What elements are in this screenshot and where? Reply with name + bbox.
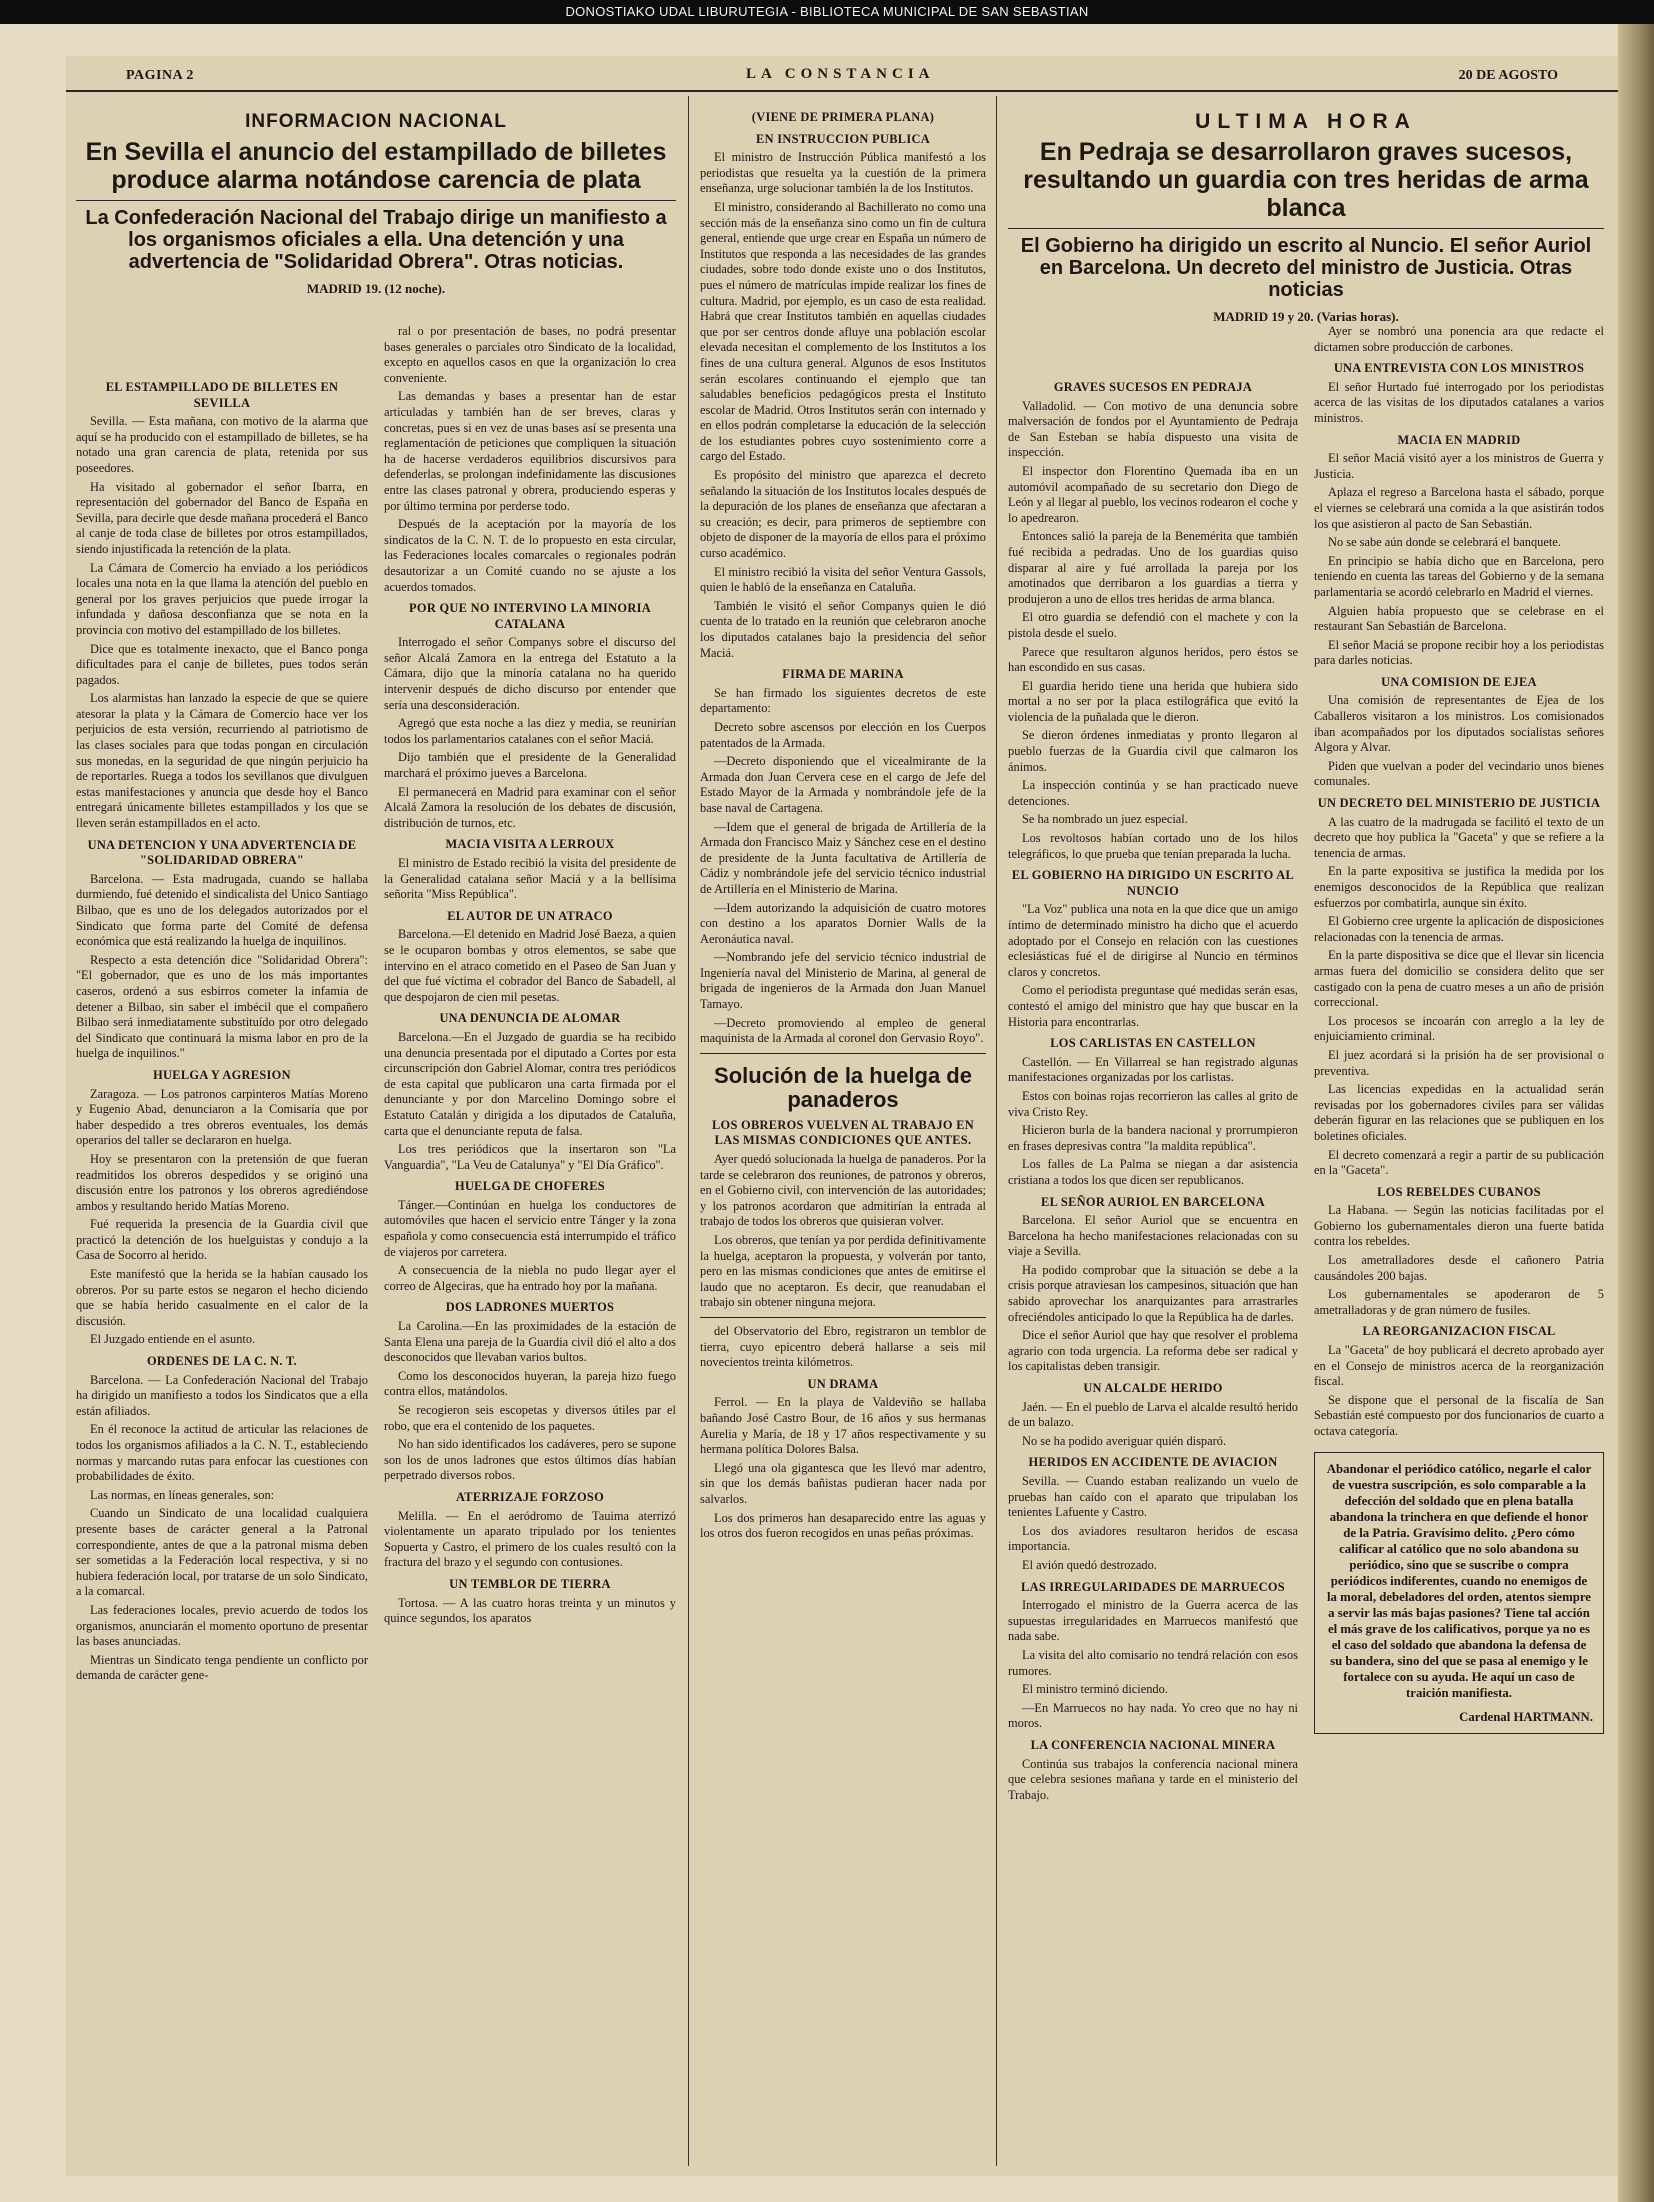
article-heading: LA CONFERENCIA NACIONAL MINERA xyxy=(1030,1737,1276,1752)
article-heading: UNA COMISION DE EJEA xyxy=(1381,674,1537,689)
quote-signature: Cardenal HARTMANN. xyxy=(1459,1709,1593,1724)
article-heading: LOS REBELDES CUBANOS xyxy=(1377,1184,1541,1199)
article-heading: UN DECRETO DEL MINISTERIO DE JUSTICIA xyxy=(1317,796,1601,811)
article-paragraph: Dice el señor Auriol que hay que resolver el problema agrario con toda urgencia. La reforma debe ser radical y los capitalistas deben transigir. xyxy=(1008,1328,1298,1374)
article-paragraph: Los procesos se incoarán con arreglo a la ley de enjuiciamiento criminal. xyxy=(1314,1013,1604,1044)
article-paragraph: La Habana. — Según las noticias facilitadas por el Gobierno los gubernamentales dieron una fuerte batida contra los rebeldes. xyxy=(1314,1203,1604,1249)
article-heading: UN TEMBLOR DE TIERRA xyxy=(449,1576,611,1591)
article-heading: UN DRAMA xyxy=(807,1376,879,1391)
article-paragraph: Melilla. — En el aeródromo de Tauima aterrizó violentamente un aparato tripulado por los tenientes Sopuerta y Castro, el primero de los cuales resultó con la fractura del brazo y el segundo con contusiones. xyxy=(384,1508,676,1570)
article-paragraph: Decreto sobre ascensos por elección en los Cuerpos patentados de la Armada. xyxy=(700,719,986,750)
article-paragraph: Las normas, en líneas generales, son: xyxy=(90,1487,275,1502)
left-column-1 xyxy=(76,374,368,2174)
article-heading: HUELGA Y AGRESION xyxy=(153,1067,291,1082)
article-heading: EN INSTRUCCION PUBLICA xyxy=(756,131,930,146)
article-paragraph: El ministro terminó diciendo. xyxy=(1022,1682,1168,1697)
article-paragraph: El decreto comenzará a regir a partir de su publicación en la "Gaceta". xyxy=(1314,1147,1604,1178)
page-number: PAGINA 2 xyxy=(126,68,194,83)
right-header-block xyxy=(1008,104,1604,330)
divider xyxy=(700,1053,986,1054)
article-paragraph: Llegó una ola gigantesca que les llevó mar adentro, sin que los demás bañistas pudieran hacer nada por salvarlos. xyxy=(700,1460,986,1506)
article-heading: UN ALCALDE HERIDO xyxy=(1083,1381,1223,1396)
page-edge xyxy=(1618,24,1654,2202)
article-paragraph: Como el periodista preguntase qué medidas serán esas, contestó el amigo del ministro que hay que buscar en la Historia para encontrarlas. xyxy=(1008,983,1298,1029)
article-paragraph: La "Gaceta" de hoy publicará el decreto aprobado ayer en el Consejo de ministros acerca de la reorganización fiscal. xyxy=(1314,1343,1604,1389)
article-paragraph: Dijo también que el presidente de la Generalidad marchará el próximo jueves a Barcelona. xyxy=(384,750,676,781)
article-paragraph: Ha visitado al gobernador el señor Ibarra, en representación del gobernador del Banco de España en Sevilla, para decirle que desde mañana procederá el Banco al canje de toda clase de billetes por otros estampillados, siendo injustificada la retención de la plata. xyxy=(76,479,368,556)
article-paragraph: No han sido identificados los cadáveres, pero se supone son los de unos ladrones que estos últimos días habían perpetrado diversos robos. xyxy=(384,1437,676,1483)
strike-subhead: LOS OBREROS VUELVEN AL TRABAJO EN LAS MISMAS CONDICIONES QUE ANTES. xyxy=(711,1117,975,1148)
article-paragraph: —Decreto promoviendo al empleo de general maquinista de la Armada al coronel don Gervasio Royo". xyxy=(700,1015,986,1046)
article-paragraph: No se sabe aún donde se celebrará el banquete. xyxy=(1328,535,1561,550)
article-paragraph: La inspección continúa y se han practicado nueve detenciones. xyxy=(1008,778,1298,808)
article-heading: UNA ENTREVISTA CON LOS MINISTROS xyxy=(1333,361,1585,376)
article-paragraph: Aplaza el regreso a Barcelona hasta el sábado, porque el viernes se celebrará una comida a la que asistirán todos los que asistieron al pacto de San Sebastián. xyxy=(1314,485,1604,531)
article-heading: ORDENES DE LA C. N. T. xyxy=(146,1354,298,1369)
divider xyxy=(1008,228,1604,229)
article-heading: HUELGA DE CHOFERES xyxy=(455,1179,605,1194)
article-paragraph: Mientras un Sindicato tenga pendiente un conflicto por demanda de carácter gene- xyxy=(76,1652,368,1683)
hartmann-quote: Abandonar el periódico católico, negarle el calor de vuestra suscripción, es solo comparable a la defección del soldado que en plena batalla abandona la trinchera en que defiende el honor de la Patria. Gravísimo delito. ¿Pero cómo calificar al católico que no solo abandona su periódico, sino que se suscribe o compra periódicos indiferentes, cuando no enemigos de la moral, debeladores del orden, atentos siempre a servir las más bajas pasiones? Tiene tal acción el más grave de los calificativos, porque ya no es el caso del soldado que abandona la defensa de su bandera, sino del que se pasa al enemigo y le fortalece con su ayuda. He aquí un caso de traición manifiesta. xyxy=(1326,1461,1592,1700)
article-paragraph: Zaragoza. — Los patronos carpinteros Matías Moreno y Eugenio Abad, denunciaron a la Comisaría que por haber despedido a tres obreros eventuales, los demás operarios del taller se declararon en huelga. xyxy=(76,1086,368,1148)
article-paragraph: Tortosa. — A las cuatro horas treinta y un minutos y quince segundos, los aparatos xyxy=(384,1595,676,1626)
article-paragraph: En principio se había dicho que en Barcelona, pero teniendo en cuenta las tareas del Gobierno y de la semana parlamentaria se acordó celebrarlo en Madrid el viernes. xyxy=(1314,553,1604,599)
article-paragraph: —Idem autorizando la adquisición de cuatro motores con destino a los aparatos Dornier Walls de la Aeronáutica naval. xyxy=(700,900,986,946)
article-heading: DOS LADRONES MUERTOS xyxy=(445,1300,615,1315)
article-paragraph: Hicieron burla de la bandera nacional y prorrumpieron en frases depresivas contra "la maldita república". xyxy=(1008,1123,1298,1153)
article-paragraph: Ayer se nombró una ponencia ara que redacte el dictamen sobre producción de carbones. xyxy=(1314,324,1604,354)
article-paragraph: El otro guardia se defendió con el machete y con la pistola desde el suelo. xyxy=(1008,610,1298,640)
article-paragraph: Barcelona. — La Confederación Nacional del Trabajo ha dirigido un manifiesto a todos los Sindicatos que a ella están afiliados. xyxy=(76,1372,368,1418)
article-paragraph: Los dos primeros han desaparecido entre las aguas y los otros dos fueron recogidos en unas peñas próximas. xyxy=(700,1510,986,1541)
middle-column xyxy=(700,104,986,2174)
article-paragraph: Barcelona.—El detenido en Madrid José Baeza, a quien se le ocuparon bombas y otros elementos, se sabe que intervino en el atraco cometido en el Paseo de San Juan y del que fué víctima el cobrador del Banco de Sabadell, al que despojaron de cien mil pesetas. xyxy=(384,927,676,1004)
right-dateline: MADRID 19 y 20. (Varias horas). xyxy=(1213,308,1399,324)
article-paragraph: Tánger.—Continúan en huelga los conductores de automóviles que hacen el servicio entre Tánger y la zona española y como consecuencia está interrumpido el tráfico de viajeros por carretera. xyxy=(384,1197,676,1259)
article-paragraph: En la parte expositiva se justifica la medida por los enemigos desconocidos de la República que realizan esfuerzos por combatirla, aunque sin éxito. xyxy=(1314,864,1604,910)
article-paragraph: "La Voz" publica una nota en la que dice que un amigo íntimo de determinado ministro ha dicho que el acuerdo adoptado por el Consejo en relación con las cuestiones eclesiásticas fué el de dirigirse al Nuncio en términos claros y concretos. xyxy=(1008,902,1298,979)
article-paragraph: Los revoltosos habían cortado uno de los hilos telegráficos, lo que prueba que tenían preparada la lucha. xyxy=(1008,831,1298,861)
right-column-2-wrap xyxy=(1314,324,1604,2174)
article-paragraph: Se recogieron seis escopetas y diversos útiles par el robo, que era el contenido de los paquetes. xyxy=(384,1403,676,1433)
article-paragraph: Los falles de La Palma se niegan a dar asistencia cristiana a todos los que dicen ser republicanos. xyxy=(1008,1157,1298,1187)
article-heading: MACIA VISITA A LERROUX xyxy=(445,837,615,852)
left-deck: La Confederación Nacional del Trabajo dirige un manifiesto a los organismos oficiales a ella. Una detención y una advertencia de "Solidaridad Obrera". Otras noticias. xyxy=(85,206,667,273)
middle-news xyxy=(700,132,986,1047)
article-heading: UNA DENUNCIA DE ALOMAR xyxy=(439,1011,621,1026)
article-paragraph: Barcelona. — Esta madrugada, cuando se hallaba durmiendo, fué detenido el sindicalista del Unico Santiago Bilbao, que es uno de los delegados autorizados por el Sindicato que forma parte del Comité de defensa económica que está realizando la huelga de inquilinos. xyxy=(76,871,368,949)
article-paragraph: Entonces salió la pareja de la Benemérita que también fué recibida a pedradas. Uno de los guardias quiso disparar al aire y fué arrollada la pareja por los amotinados que derribaron a los guardias a tierra y produjeron a uno de ellos tres heridas de arma blanca. xyxy=(1008,529,1298,606)
article-paragraph: El inspector don Florentino Quemada iba en un automóvil acompañado de su secretario don Diego de León y al llegar al pueblo, los vecinos rodearon el coche y lo apedrearon. xyxy=(1008,463,1298,525)
article-heading: UNA DETENCION Y UNA ADVERTENCIA DE "SOLIDARIDAD OBRERA" xyxy=(87,837,357,868)
article-heading: EL AUTOR DE UN ATRACO xyxy=(447,908,613,923)
running-head xyxy=(66,56,1618,92)
article-heading: EL ESTAMPILLADO DE BILLETES EN SEVILLA xyxy=(105,380,339,410)
article-paragraph: A consecuencia de la niebla no pudo llegar ayer el correo de Algeciras, que ha entrado hoy por la mañana. xyxy=(384,1263,676,1293)
article-paragraph: En la parte dispositiva se dice que el llevar sin licencia armas fuera del domicilio se considera delito que ser castigado con la pena de cuatro meses a un año de prisión correccional. xyxy=(1314,948,1604,1010)
article-paragraph: Los gubernamentales se apoderaron de 5 ametralladoras y de gran número de fusiles. xyxy=(1314,1287,1604,1317)
article-paragraph: Ferrol. — En la playa de Valdeviño se hallaba bañando José Castro Bour, de 16 años y sus hermanas Aurelia y María, de 18 y 17 años respectivamente y su hermana política Dolores Balsa. xyxy=(700,1395,986,1457)
article-paragraph: El ministro, considerando al Bachillerato no como una sección más de la enseñanza sino como un fin de cultura general, entiende que urge crear en España un número de Institutos que responda a las necesidades de las grandes ciudades, sobre todo donde existe uno o dos Institutos, pues el número de matrículas impide realizar los fines de cultura. Madrid, por ejemplo, es un caso de esta realidad. Habrá que crear Institutos también en aquellas ciudades que por ser centros donde afluye una población escolar elevada necesitan el complemento de los Institutos a los fines de una cultura general. Algunos de esos Institutos serán escolares continuando el ejemplo que tan saludables beneficios pedagógicos presta el Instituto escolar de Madrid. Otros Institutos serán con internado y en ellos podrán completarse la educación de la selección de los estudiantes pobres cuyo sostenimiento corre a cargo del Estado. xyxy=(700,199,986,464)
divider xyxy=(700,1317,986,1318)
article-paragraph: El ministro de Estado recibió la visita del presidente de la Generalidad catalana señor Maciá y a la bellísima señorita "Miss República". xyxy=(384,856,676,902)
article-paragraph: Agregó que esta noche a las diez y media, se reunirían todos los parlamentarios catalanes con el señor Maciá. xyxy=(384,716,676,746)
article-paragraph: —En Marruecos no hay nada. Yo creo que no hay ni moros. xyxy=(1008,1700,1298,1731)
left-header-block xyxy=(76,104,676,302)
article-paragraph: A las cuatro de la madrugada se facilitó el texto de un decreto que hoy publica la "Gaceta" y que se refiere a la tenencia de armas. xyxy=(1314,814,1604,860)
continued-note: (VIENE DE PRIMERA PLANA) xyxy=(751,110,935,124)
article-paragraph: En él reconoce la actitud de articular las relaciones de todos los organismos afiliados a la C. N. T., estableciendo normas y marcando rutas para enfocar las cuestiones con probabilidades de éxito. xyxy=(76,1422,368,1484)
article-paragraph: La visita del alto comisario no tendrá relación con esos rumores. xyxy=(1008,1647,1298,1678)
strike-body xyxy=(700,1152,986,1311)
hartmann-quote-box xyxy=(1314,1452,1604,1734)
article-heading: HERIDOS EN ACCIDENTE DE AVIACION xyxy=(1028,1455,1278,1470)
article-paragraph: Los ametralladores desde el cañonero Patria causándoles 200 bajas. xyxy=(1314,1253,1604,1283)
article-paragraph: Se han firmado los siguientes decretos de este departamento: xyxy=(700,685,986,716)
article-paragraph: Sevilla. — Esta mañana, con motivo de la alarma que aquí se ha producido con el estampillado de billetes, se ha notado una gran carencia de plata, retenida por sus poseedores. xyxy=(76,414,368,475)
article-paragraph: También le visitó el señor Companys quien le dió cuenta de lo tratado en la reunión que celebraron anoche los diputados catalanes bajo la presidencia del señor Maciá. xyxy=(700,598,986,660)
article-paragraph: Continúa sus trabajos la conferencia nacional minera que celebra sesiones mañana y tarde en el ministerio del Trabajo. xyxy=(1008,1756,1298,1802)
archive-header: DONOSTIAKO UDAL LIBURUTEGIA - BIBLIOTECA MUNICIPAL DE SAN SEBASTIAN xyxy=(0,0,1654,24)
article-paragraph: La Carolina.—En las proximidades de la estación de Santa Elena una pareja de la Guardia civil dió el alto a dos desconocidos que llevaban varios bultos. xyxy=(384,1319,676,1365)
article-paragraph: Los obreros, que tenían ya por perdida definitivamente la huelga, aceptaron la propuesta, y volverán por tanto, pero en las mismas condiciones que antes de emitirse el laudo que no aceptaron. Es decir, que reanudaban el trabajo sin obtener ninguna mejora. xyxy=(700,1233,986,1310)
article-heading: POR QUE NO INTERVINO LA MINORIA CATALANA xyxy=(409,601,651,631)
article-heading: LA REORGANIZACION FISCAL xyxy=(1362,1324,1556,1339)
article-paragraph: El ministro de Instrucción Pública manifestó a los periodistas que resuelta ya la cuestión de la primera enseñanza, urge solucionar también la de los Institutos. xyxy=(700,150,986,196)
article-paragraph: Se dieron órdenes inmediatas y pronto llegaron al pueblo fuerzas de la Guardia civil que calmaron los ánimos. xyxy=(1008,728,1298,774)
article-paragraph: El avión quedó destrozado. xyxy=(1022,1557,1157,1572)
right-headline: En Pedraja se desarrollaron graves sucesos, resultando un guardia con tres heridas de arma blanca xyxy=(1023,137,1589,222)
article-paragraph: El ministro recibió la visita del señor Ventura Gassols, quien le habló de la enseñanza en Cataluña. xyxy=(700,564,986,595)
strike-headline: Solución de la huelga de panaderos xyxy=(714,1062,972,1112)
article-paragraph: El permanecerá en Madrid para examinar con el señor Alcalá Zamora la resolución de los debates de discusión, distribución de turnos, etc. xyxy=(384,784,676,830)
article-paragraph: Los tres periódicos que la insertaron son "La Vanguardia", "La Veu de Catalunya" y "El Día Gráfico". xyxy=(384,1142,676,1172)
column-divider xyxy=(688,96,689,2166)
article-paragraph: Interrogado el ministro de la Guerra acerca de las supuestas irregularidades en Marruecos manifestó que nada sabe. xyxy=(1008,1598,1298,1644)
article-paragraph: Valladolid. — Con motivo de una denuncia sobre malversación de fondos por el Ayuntamiento de Pedraja de San Esteban se había dispuesto una visita de inspección. xyxy=(1008,398,1298,460)
left-headline: En Sevilla el anuncio del estampillado de billetes produce alarma notándose carencia de plata xyxy=(85,137,667,194)
article-paragraph: Interrogado el señor Companys sobre el discurso del señor Alcalá Zamora en la entrega del Estatuto a la Cámara, dijo que la minoría catalana no ha querido intervenir después de dicho discurso por entender que sería una desconsideración. xyxy=(384,635,676,712)
article-paragraph: Como los desconocidos huyeran, la pareja hizo fuego contra ellos, matándolos. xyxy=(384,1368,676,1399)
article-paragraph: —Decreto disponiendo que el vicealmirante de la Armada don Juan Cervera cese en el cargo de Jefe del Estado Mayor de la Armada y nombrándole jefe de la base naval de Cartagena. xyxy=(700,754,986,815)
article-paragraph: Es propósito del ministro que aparezca el decreto señalando la situación de los Institutos locales después de la depuración de los planes de enseñanza que afectaran a su creación; es decir, para primeros de septiembre con objeto de disponer de la mayoría de ellos para el próximo curso académico. xyxy=(700,468,986,561)
article-heading: LAS IRREGULARIDADES DE MARRUECOS xyxy=(1021,1579,1285,1594)
article-paragraph: Ha podido comprobar que la situación se debe a la crisis porque atraviesan los campesinos, situación que han sabido aprovechar los anarquizantes para arrastrarles ofreciéndoles anticipado lo que la República ha de darles. xyxy=(1008,1262,1298,1324)
article-paragraph: Ayer quedó solucionada la huelga de panaderos. Por la tarde se celebraron dos reuniones, de patronos y obreros, en el Gobierno civil, con intervención de las autoridades; y los patronos acordaron que admitirían la entrada al trabajo de todos los obreros que quisieran volver. xyxy=(700,1152,986,1229)
article-paragraph: Barcelona. El señor Auriol que se encuentra en Barcelona ha hecho manifestaciones relacionadas con su viaje a Sevilla. xyxy=(1008,1213,1298,1259)
article-paragraph: Sevilla. — Cuando estaban realizando un vuelo de pruebas han caído con el aparato que tripulaban los tenientes Lafuente y Castro. xyxy=(1008,1474,1298,1520)
middle-bottom xyxy=(700,1324,986,1542)
issue-date: 20 DE AGOSTO xyxy=(1458,68,1558,83)
article-paragraph: Dice que es totalmente inexacto, que el Banco ponga dificultades para el canje de billetes, pues todos serán pagados. xyxy=(76,641,368,687)
article-paragraph: Se ha nombrado un juez especial. xyxy=(1022,812,1188,827)
article-paragraph: Los dos aviadores resultaron heridos de escasa importancia. xyxy=(1008,1523,1298,1554)
article-paragraph: Barcelona.—En el Juzgado de guardia se ha recibido una denuncia presentada por el diputado a Cortes por esta circunscripción don Gabriel Alomar, contra tres periódicos de esta capital que publicaron una carta firmada por el denunciante y por don Marcelino Domingo sobre el Estatuto Catalán y dirigida a los diputados de Cataluña, carta que el denunciante reputa de falsa. xyxy=(384,1029,676,1138)
left-column-2 xyxy=(384,324,676,2174)
article-paragraph: del Observatorio del Ebro, registraron un temblor de tierra, cuyo epicentro deberá hallarse a seis mil novecientos treinta kilómetros. xyxy=(700,1323,986,1370)
article-paragraph: Hoy se presentaron con la pretensión de que fueran readmitidos los obreros despedidos y se originó una discusión entre los patronos y los obreros agrediéndose ambos y resultando herido Matías Moreno. xyxy=(76,1151,368,1213)
article-paragraph: Castellón. — En Villarreal se han registrado algunas manifestaciones organizadas por los carlistas. xyxy=(1008,1054,1298,1085)
article-paragraph: El juez acordará si la prisión ha de ser provisional o preventiva. xyxy=(1314,1047,1604,1078)
article-paragraph: Las demandas y bases a presentar han de estar articuladas y también han de ser breves, claras y concretas, pues si en vez de unas bases así se presenta una reglamentación de peticiones que compliquen la situación ha de hacerse verdaderos equilibrios discursivos para defenderlas, se prolongan indefinidamente las discusiones entre las clases patronal y obrera, produciendo esperas y por último termina por perderse todo. xyxy=(384,389,676,513)
article-paragraph: Estos con boinas rojas recorrieron las calles al grito de viva Cristo Rey. xyxy=(1008,1088,1298,1119)
article-paragraph: El guardia herido tiene una herida que hubiera sido mortal a no ser por la placa estilográfica que evitó la violencia de la puñalada que le dieron. xyxy=(1008,678,1298,724)
article-heading: EL GOBIERNO HA DIRIGIDO UN ESCRITO AL NUNCIO xyxy=(1011,868,1295,898)
newspaper-page xyxy=(66,56,1618,2176)
article-paragraph: Después de la aceptación por la mayoría de los sindicatos de la C. N. T. de lo propuesto en esta circular, las Federaciones locales comarcales o regionales podrán desautorizar a un Comité cuando no se ajuste a los acuerdos tomados. xyxy=(384,517,676,594)
article-paragraph: El señor Hurtado fué interrogado por los periodistas acerca de las visitas de los diputados catalanes a varios ministros. xyxy=(1314,379,1604,425)
article-paragraph: ral o por presentación de bases, no podrá presentar bases generales o parciales otro Sindicato de la localidad, excepto en aquellos casos en que la organización lo crea conveniente. xyxy=(384,324,676,385)
article-paragraph: Cuando un Sindicato de una localidad cualquiera presente bases de carácter general a la Patronal correspondiente, antes de que a la patronal misma deben ser sometidas a la Federación local respectiva, y si no hubiera federación local, por tratarse de un solo Sindicato, a la comarcal. xyxy=(76,1506,368,1599)
article-paragraph: Se dispone que el personal de la fiscalía de San Sebastián esté compuesto por dos funcionarios de cuarto a octava categoría. xyxy=(1314,1392,1604,1438)
article-heading: FIRMA DE MARINA xyxy=(782,667,904,682)
article-heading: LOS CARLISTAS EN CASTELLON xyxy=(1050,1036,1256,1051)
article-heading: ATERRIZAJE FORZOSO xyxy=(455,1489,605,1504)
column-divider xyxy=(996,96,997,2166)
article-paragraph: Las federaciones locales, previo acuerdo de todos los organismos, anunciarán el momento oportuno de presentar las bases anunciadas. xyxy=(76,1602,368,1649)
right-column-2 xyxy=(1314,324,1604,1440)
article-paragraph: Fué requerida la presencia de la Guardia civil que practicó la detención de los huelguistas y condujo a la Casa de Socorro al herido. xyxy=(76,1217,368,1263)
article-paragraph: Piden que vuelvan a poder del vecindario unos bienes comunales. xyxy=(1314,758,1604,789)
article-paragraph: Las licencias expedidas en la actualidad serán revisadas por los gobernadores civiles para ser válidas deberán figurar en las relaciones que se publiquen en los boletines oficiales. xyxy=(1314,1082,1604,1143)
section-title-nacional: INFORMACION NACIONAL xyxy=(245,111,507,132)
article-paragraph: El Gobierno cree urgente la aplicación de disposiciones relacionadas con la tenencia de armas. xyxy=(1314,914,1604,944)
article-paragraph: Jaén. — En el pueblo de Larva el alcalde resultó herido de un balazo. xyxy=(1008,1399,1298,1430)
article-paragraph: El señor Maciá visitó ayer a los ministros de Guerra y Justicia. xyxy=(1314,451,1604,481)
article-paragraph: —Nombrando jefe del servicio técnico industrial de Ingeniería naval del Ministerio de Marina, al general de brigada de ingenieros de la Armada don Juan Manuel Tamayo. xyxy=(700,950,986,1012)
article-paragraph: Este manifestó que la herida se la habían causado los obreros. Por su parte estos se negaron el hecho diciendo que se había herido casualmente en el calor de la discusión. xyxy=(76,1267,368,1328)
article-paragraph: Alguien había propuesto que se celebrase en el restaurant San Sebastián de Barcelona. xyxy=(1314,603,1604,634)
article-paragraph: Respecto a esta detención dice "Solidaridad Obrera": "El gobernador, que es uno de los más importantes caseros, ordenó a sus esbirros cometer la infamia de detener a Bilbao, sin saber el imbécil que el compañero Bilbao será inmediatamente substituído por otro delegado del Sindicato que continuará la misma labor en pro de la huelga de inquilinos." xyxy=(76,952,368,1061)
article-paragraph: —Idem que el general de brigada de Artillería de la Armada don Francisco Maiz y Sánchez cese en el destino de presidente de la Junta facultativa de Artillería de Cádiz y nombrándole jefe del servicio técnico industrial de Artillería en el Ministerio de Marina. xyxy=(700,819,986,896)
section-title-ultima-hora: ULTIMA HORA xyxy=(1195,110,1417,133)
divider xyxy=(76,200,676,201)
right-deck: El Gobierno ha dirigido un escrito al Nuncio. El señor Auriol en Barcelona. Un decreto del ministro de Justicia. Otras noticias xyxy=(1020,234,1592,301)
paper-name: LA CONSTANCIA xyxy=(746,66,935,82)
article-paragraph: No se ha podido averiguar quién disparó. xyxy=(1022,1433,1227,1448)
article-heading: MACIA EN MADRID xyxy=(1397,432,1521,447)
article-paragraph: El Juzgado entiende en el asunto. xyxy=(90,1332,256,1347)
article-heading: EL SEÑOR AURIOL EN BARCELONA xyxy=(1041,1194,1265,1209)
article-paragraph: Parece que resultaron algunos heridos, pero éstos se han escondido en sus casas. xyxy=(1008,644,1298,675)
article-paragraph: Los alarmistas han lanzado la especie de que se quiere atesorar la plata y la Cámara de Comercio hace ver los perjuicios de esta versión, recurriendo al patriotismo de las clases sociales para que todas pongan en circulación sus monedas, en la seguridad de que ningún perjuicio ha de reportarles. Ruega a todos los sevillanos que divulguen estas manifestaciones y anuncia que desde hoy el Banco entregará únicamente billetes estampillados y los que se lleven serán estampillados en el acto. xyxy=(76,691,368,831)
right-column-1 xyxy=(1008,374,1298,2174)
article-heading: GRAVES SUCESOS EN PEDRAJA xyxy=(1053,380,1253,394)
article-paragraph: Una comisión de representantes de Ejea de los Caballeros visitaron a los ministros. Los comisionados iban acompañados por los diputados socialistas señores Algora y Alvar. xyxy=(1314,693,1604,755)
article-paragraph: El señor Maciá se propone recibir hoy a los periodistas para darles noticias. xyxy=(1314,637,1604,668)
article-paragraph: La Cámara de Comercio ha enviado a los periódicos locales una nota en la que llama la atención del pueblo en general por los graves perjuicios que puede irrogar la infundada y dañosa desconfianza que se nota en la provincia con motivo del estampillado de los billetes. xyxy=(76,560,368,637)
left-dateline: MADRID 19. (12 noche). xyxy=(306,280,446,296)
